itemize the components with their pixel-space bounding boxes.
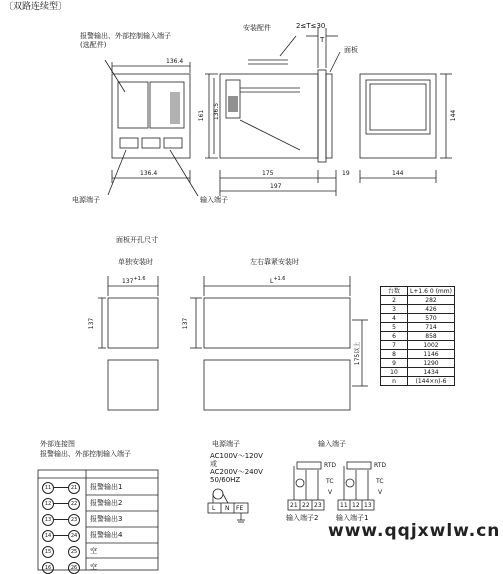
terminal-circle: 14 [42,530,54,542]
cutout-single-title: 单独安装时 [118,258,153,266]
dim-144-right: 144 [450,109,458,122]
power-line-1: AC100V～120V [210,452,263,460]
table-row: 2 282 [381,296,455,305]
input2-term-22: 22 [302,502,310,509]
cutout-length-table [380,286,455,386]
terminal-circle: 12 [42,498,54,510]
front-view-screen [370,84,426,130]
table-row: 10 1434 [381,368,455,377]
power-line-2: 或 [210,460,217,468]
input1-term-12: 12 [352,502,360,509]
input-title: 输入端子 [318,440,346,448]
cutout-side-title: 左右靠紧安装时 [250,258,299,266]
input1-label: 输入端子1 [336,514,369,522]
dim-175-up: 175以上 [354,341,362,366]
table-header-length: L+1.6 0 (mm) [408,287,455,296]
cutout-single-2 [108,360,158,410]
v-label-1: V [378,489,383,496]
terminal-circle: 26 [68,562,80,574]
input1-term-11: 11 [340,502,348,509]
power-terminal-block [120,138,138,148]
power-title: 电源端子 [212,440,240,448]
panel-section [318,70,326,162]
table-row: 9 1290 [381,359,455,368]
cutout-title: 面板开孔尺寸 [116,236,158,244]
dim-L: $L^{+1.6}$ [270,276,286,285]
rtd-label-1: RTD [374,462,387,469]
terminal-circle: 21 [68,482,80,494]
ext-wiring-title: 外部连接图 [40,440,75,448]
power-line-3: AC200V～240V [210,468,263,476]
alarm-terminal-option-label: (选配件) [80,41,107,49]
table-row: 6 858 [381,332,455,341]
cutout-side-2 [204,360,350,410]
table-row: 8 1146 [381,350,455,359]
dim-137-v2: 137 [182,317,190,330]
terminal-circle: 25 [68,546,80,558]
contact-line [54,519,68,520]
power-term-N: N [225,505,230,512]
dim-137-h: $137^{+1.6}$ [122,276,146,285]
table-row: 3 426 [381,305,455,314]
terminal-circle: 22 [68,498,80,510]
table-header-count: 台数 [381,287,408,296]
input2-term-21: 21 [290,502,298,509]
table-row: n (144×n)-6 [381,377,455,386]
bezel-section [326,74,332,158]
input1-term-13: 13 [364,502,372,509]
dim-136-4-top: 136.4 [166,58,184,65]
dim-144-bottom: 144 [392,170,404,177]
terminal-function-label: 报警输出3 [90,515,123,523]
table-row: 7 1002 [381,341,455,350]
dim-161: 161 [198,109,206,122]
front-view-bezel [360,74,436,158]
page-title: 〔双路连续型〕 [4,2,68,12]
terminal-circle: 15 [42,546,54,558]
cutout-side-1 [204,298,350,348]
input-terminal-block-1 [142,138,160,148]
terminal-function-label: 报警输出4 [90,531,123,539]
terminal-circle: 16 [42,562,54,574]
terminal-circle: 13 [42,514,54,526]
dim-19: 19 [342,170,350,177]
watermark: www.qqjxwlw.cn [328,521,501,541]
panel-thickness-label: 2≤T≤30 [296,22,326,30]
dim-197: 197 [270,183,282,190]
rear-view-module-left [118,82,148,128]
dim-175: 175 [262,170,274,177]
terminal-function-label: 报警输出2 [90,499,123,507]
input2-term-23: 23 [314,502,322,509]
power-term-FE: FE [236,505,244,512]
terminal-function-label: 空 [90,547,97,555]
rtd-label-2: RTD [324,462,337,469]
v-label-2: V [328,489,333,496]
power-line-4: 50/60HZ [210,476,241,484]
cutout-single-1 [108,298,158,348]
dim-137-v1: 137 [88,317,96,330]
tc-label-1: TC [376,478,384,485]
power-source-symbol [213,489,223,499]
input2-label: 输入端子2 [286,514,319,522]
terminal-function-label: 空 [90,563,97,571]
terminal-circle: 11 [42,482,54,494]
table-header-row [381,287,455,296]
mount-label: 安装配件 [243,24,271,32]
contact-line [54,503,68,504]
alarm-terminal-label: 报警输出、外部控制输入端子 [80,32,171,40]
terminal-circle: 23 [68,514,80,526]
table-row: 4 570 [381,314,455,323]
side-view-housing [220,74,318,158]
power-terminal-label: 电源端子 [72,196,100,204]
terminal-function-label: 报警输出1 [90,483,123,491]
contact-line [54,535,68,536]
panel-label: 面板 [344,46,358,54]
front-view-display [366,80,430,134]
tc-label-2: TC [326,478,334,485]
input-terminal-label: 输入端子 [200,196,228,204]
input-terminal-block-2 [164,138,182,148]
ext-wiring-subtitle: 报警输出、外部控制输入端子 [40,450,131,458]
thickness-t-label: T [320,36,325,44]
contact-line [54,487,68,488]
dim-136-5: 136.5 [213,102,221,121]
power-term-L: L [212,505,216,512]
terminal-circle: 24 [68,530,80,542]
dim-136-4-bottom: 136.4 [140,170,158,177]
table-row: 5 714 [381,323,455,332]
